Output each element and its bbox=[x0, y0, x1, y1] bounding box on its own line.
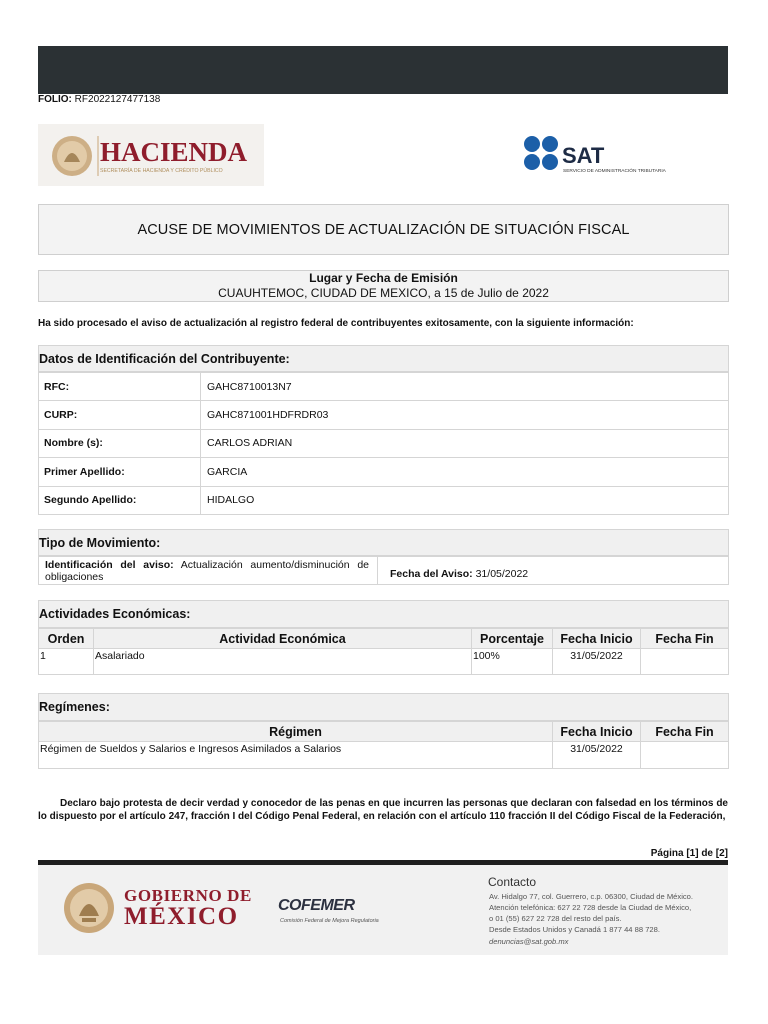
aviso-value: Actualización aumento/disminución de obligaciones bbox=[45, 559, 370, 583]
movimiento-heading: Tipo de Movimiento: bbox=[38, 529, 729, 556]
intro-text: Ha sido procesado el aviso de actualización al registro federal de contribuyentes exitosamente, con la siguiente información: bbox=[38, 318, 634, 329]
contacto-line: Av. Hidalgo 77, col. Guerrero, c.p. 06300, Ciudad de México. bbox=[489, 892, 694, 901]
regimenes-table bbox=[38, 721, 729, 769]
lugar-fecha-box bbox=[38, 270, 729, 302]
page-number: Página [1] de [2] bbox=[650, 848, 728, 859]
col-fecha-inicio: Fecha Inicio bbox=[553, 722, 641, 742]
table-row bbox=[39, 742, 729, 769]
declaracion-text: Declaro bajo protesta de decir verdad y conocedor de las penas en que incurren las personas que declaran con falsedad en los términos de lo dispuesto por el artículo 247, fracción I del Código Penal Federal, en relación con el artículo 110 fracción II del Código Fiscal de la Federación, bbox=[38, 798, 728, 822]
aviso-cell bbox=[39, 557, 378, 585]
movimiento-table bbox=[38, 556, 729, 585]
rfc-value: GAHC8710013N7 bbox=[201, 373, 729, 401]
table-row bbox=[39, 649, 729, 675]
contacto-email: denuncias@sat.gob.mx bbox=[489, 937, 569, 946]
mexico-emblem-icon bbox=[62, 880, 116, 936]
sat-logo bbox=[516, 128, 696, 182]
curp-label: CURP: bbox=[39, 401, 201, 429]
col-actividad: Actividad Económica bbox=[94, 629, 472, 649]
aviso-label: Identificación del aviso: bbox=[45, 559, 174, 571]
table-row bbox=[39, 429, 729, 457]
contacto-title: Contacto bbox=[488, 875, 537, 889]
sat-logo-sub: SERVICIO DE ADMINISTRACIÓN TRIBUTARIA bbox=[563, 169, 666, 174]
col-regimen: Régimen bbox=[39, 722, 553, 742]
fecha-fin-cell bbox=[641, 649, 729, 675]
porcentaje-cell: 100% bbox=[472, 649, 553, 675]
folio: FOLIO: RF2022127477138 bbox=[38, 94, 161, 105]
table-row bbox=[39, 458, 729, 486]
hacienda-logo bbox=[38, 124, 264, 186]
orden-cell: 1 bbox=[39, 649, 94, 675]
contacto-line: o 01 (55) 627 22 728 del resto del país. bbox=[489, 914, 622, 923]
table-row bbox=[39, 557, 729, 585]
col-porcentaje: Porcentaje bbox=[472, 629, 553, 649]
lugar-heading: Lugar y Fecha de Emisión bbox=[309, 271, 458, 285]
identificacion-heading: Datos de Identificación del Contribuyente: bbox=[38, 345, 729, 372]
table-header-row bbox=[39, 722, 729, 742]
fecha-aviso-label: Fecha del Aviso: bbox=[390, 567, 473, 580]
contacto-line: Desde Estados Unidos y Canadá 1 877 44 88 728. bbox=[489, 925, 660, 934]
col-orden: Orden bbox=[39, 629, 94, 649]
curp-value: GAHC871001HDFRDR03 bbox=[201, 401, 729, 429]
actividades-table bbox=[38, 628, 729, 675]
col-fecha-inicio: Fecha Inicio bbox=[553, 629, 641, 649]
nombre-value: CARLOS ADRIAN bbox=[201, 429, 729, 457]
actividades-heading: Actividades Económicas: bbox=[38, 600, 729, 628]
nombre-label: Nombre (s): bbox=[39, 429, 201, 457]
primer-apellido-value: GARCIA bbox=[201, 458, 729, 486]
hacienda-logo-text: HACIENDA bbox=[100, 137, 248, 167]
fecha-aviso-cell bbox=[378, 557, 729, 585]
contacto-line: Atención telefónica: 627 22 728 desde la Ciudad de México, bbox=[489, 903, 692, 912]
actividad-cell: Asalariado bbox=[94, 649, 472, 675]
cofemer-logo: COFEMER bbox=[278, 897, 355, 914]
rfc-label: RFC: bbox=[39, 373, 201, 401]
gobierno-line2: MÉXICO bbox=[124, 903, 239, 930]
table-header-row bbox=[39, 629, 729, 649]
hacienda-logo-sub: SECRETARÍA DE HACIENDA Y CRÉDITO PÚBLICO bbox=[100, 168, 223, 174]
header-bar bbox=[38, 46, 728, 94]
folio-value: RF2022127477138 bbox=[74, 94, 161, 105]
gobierno-line1: GOBIERNO DE bbox=[124, 886, 252, 905]
col-fecha-fin: Fecha Fin bbox=[641, 722, 729, 742]
segundo-apellido-label: Segundo Apellido: bbox=[39, 486, 201, 514]
fecha-inicio-cell: 31/05/2022 bbox=[553, 742, 641, 769]
cofemer-sub: Comisión Federal de Mejora Regulatoria bbox=[280, 918, 379, 924]
table-row bbox=[39, 401, 729, 429]
regimenes-heading: Regímenes: bbox=[38, 693, 729, 721]
fecha-fin-cell bbox=[641, 742, 729, 769]
table-row bbox=[39, 486, 729, 514]
sat-logo-text: SAT bbox=[562, 143, 605, 168]
col-fecha-fin: Fecha Fin bbox=[641, 629, 729, 649]
table-row bbox=[39, 373, 729, 401]
lugar-value: CUAUHTEMOC, CIUDAD DE MEXICO, a 15 de Julio de 2022 bbox=[218, 286, 549, 300]
regimen-cell: Régimen de Sueldos y Salarios e Ingresos Asimilados a Salarios bbox=[39, 742, 553, 769]
document-title: ACUSE DE MOVIMIENTOS DE ACTUALIZACIÓN DE SITUACIÓN FISCAL bbox=[38, 204, 729, 255]
primer-apellido-label: Primer Apellido: bbox=[39, 458, 201, 486]
fecha-inicio-cell: 31/05/2022 bbox=[553, 649, 641, 675]
fecha-aviso-value: 31/05/2022 bbox=[475, 567, 529, 580]
identificacion-table bbox=[38, 372, 729, 515]
segundo-apellido-value: HIDALGO bbox=[201, 486, 729, 514]
